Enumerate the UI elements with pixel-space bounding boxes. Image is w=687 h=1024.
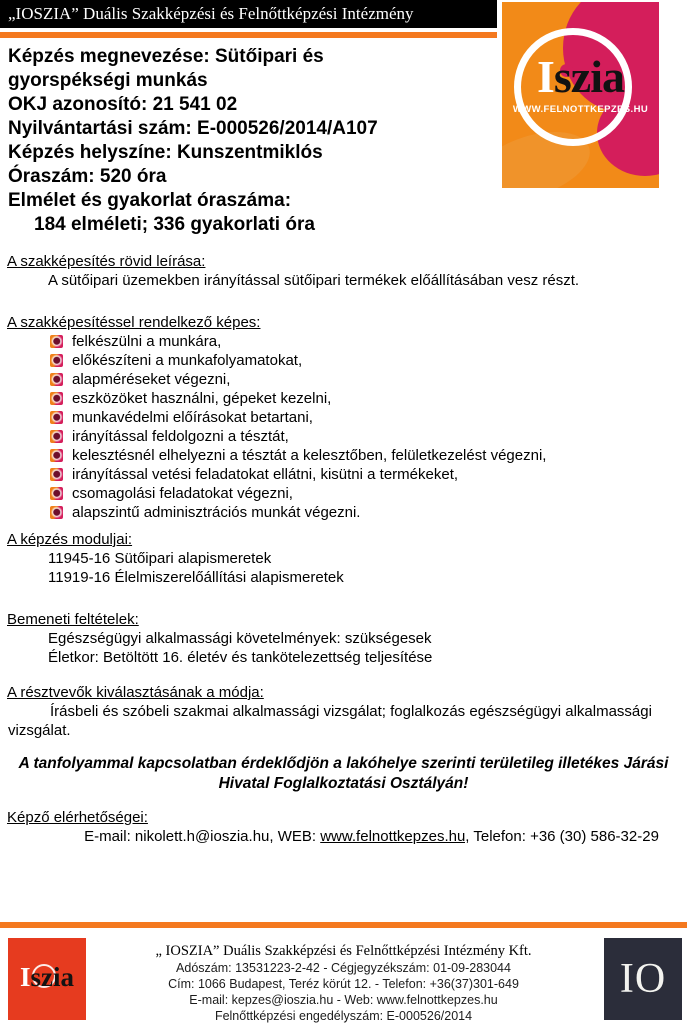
ioszia-bullet-icon [50, 468, 63, 481]
footer-address-line: Cím: 1066 Budapest, Teréz körút 12. - Telefon: +36(37)301-649 [168, 977, 519, 991]
list-item [0, 332, 687, 351]
ioszia-bullet-icon [50, 430, 63, 443]
capability-text: irányítással vetési feladatokat ellátni, kisütni a termékeket, [72, 466, 459, 483]
module-item: 11919-16 Élelmiszerelőállítási alapismeretek [48, 569, 344, 586]
selection-body: Írásbeli és szóbeli szakmai alkalmassági vizsgálat; foglalkozás egészségügyi alkalmassági vizsgálat. [8, 703, 652, 739]
short-desc-body: A sütőipari üzemekben irányítással sütőipari termékek előállításában vesz részt. [48, 272, 580, 289]
theory-practice-hours: 184 elméleti; 336 gyakorlati óra [34, 214, 315, 235]
list-item [0, 503, 687, 522]
course-hours: Óraszám: 520 óra [8, 166, 167, 187]
ioszia-bullet-icon [50, 354, 63, 367]
list-item [0, 370, 687, 389]
entry-item: Életkor: Betöltött 16. életév és tankötelezettség teljesítése [48, 649, 433, 666]
entry-heading: Bemeneti feltételek: [7, 611, 139, 628]
footer-tax-line: Adószám: 13531223-2-42 - Cégjegyzékszám: 01-09-283044 [176, 961, 511, 975]
footer-company-name: „ IOSZIA” Duális Szakképzési és Felnőttképzési Intézmény Kft. [155, 943, 532, 959]
main-content [0, 45, 687, 846]
ioszia-bullet-icon [50, 335, 63, 348]
ioszia-bullet-icon [50, 392, 63, 405]
ioszia-bullet-icon [50, 506, 63, 519]
io-monogram: IO [619, 956, 667, 1002]
capability-text: csomagolási feladatokat végezni, [72, 485, 293, 502]
notice-text: A tanfolyammal kapcsolatban érdeklődjön a lakóhelye szerinti területileg illetékes Járási Hivatal Foglalkoztatási Osztályán! [18, 755, 669, 792]
course-name-line2: gyorspékségi munkás [8, 70, 208, 91]
logo-letters-szia: szia [553, 51, 624, 102]
ioszia-bullet-icon [50, 411, 63, 424]
logo-url: WWW.FELNOTTKEPZES.HU [512, 104, 649, 115]
footer-io-logo [604, 938, 682, 1020]
modules-heading: A képzés moduljai: [7, 531, 133, 548]
footer-logo-letter-i: I [19, 962, 31, 992]
list-item [0, 389, 687, 408]
capabilities-list [0, 332, 687, 522]
footer [0, 936, 687, 1024]
entry-item: Egészségügyi alkalmassági követelmények: szükségesek [48, 630, 432, 647]
list-item [0, 351, 687, 370]
list-item [0, 446, 687, 465]
footer-contact-block [120, 942, 567, 1024]
capability-text: munkavédelmi előírásokat betartani, [72, 409, 313, 426]
website-link[interactable]: www.felnottkepzes.hu, [320, 828, 470, 845]
short-desc-heading: A szakképesítés rövid leírása: [7, 253, 206, 270]
ioszia-bullet-icon [50, 487, 63, 500]
list-item [0, 408, 687, 427]
footer-divider [0, 922, 687, 928]
capability-text: felkészülni a munkára, [72, 333, 222, 350]
footer-permit-line: Felnőttképzési engedélyszám: E-000526/2014 [214, 1009, 473, 1023]
list-item [0, 427, 687, 446]
course-info [0, 45, 687, 237]
theory-practice-label: Elmélet és gyakorlat óraszáma: [8, 190, 292, 211]
course-location: Képzés helyszíne: Kunszentmiklós [8, 142, 323, 163]
ioszia-bullet-icon [50, 373, 63, 386]
ioszia-bullet-icon [50, 449, 63, 462]
capability-text: eszközöket használni, gépeket kezelni, [72, 390, 332, 407]
contact-line [0, 827, 687, 846]
module-item: 11945-16 Sütőipari alapismeretek [48, 550, 272, 567]
list-item [0, 484, 687, 503]
okj-id: OKJ azonosító: 21 541 02 [8, 94, 238, 115]
capability-text: alapszintű adminisztrációs munkát végezni. [72, 504, 361, 521]
footer-logo-wordmark [8, 962, 86, 992]
registration-number: Nyilvántartási szám: E-000526/2014/A107 [8, 118, 378, 139]
capabilities-heading: A szakképesítéssel rendelkező képes: [7, 314, 261, 331]
contact-suffix: Telefon: +36 (30) 586-32-29 [469, 828, 659, 845]
footer-logo-letters-szia: szia [30, 962, 74, 992]
selection-heading: A résztvevők kiválasztásának a módja: [7, 684, 264, 701]
list-item [0, 465, 687, 484]
contact-heading: Képző elérhetőségei: [7, 809, 148, 826]
capability-text: alapméréseket végezni, [72, 371, 231, 388]
header-bar [0, 0, 497, 28]
logo-letter-i: I [536, 51, 554, 102]
institute-title: „IOSZIA” Duális Szakképzési és Felnőttképzési Intézmény [8, 4, 414, 23]
footer-ioszia-logo [8, 938, 86, 1020]
capability-text: előkészíteni a munkafolyamatokat, [72, 352, 303, 369]
capability-text: irányítással feldolgozni a tésztát, [72, 428, 289, 445]
capability-text: kelesztésnél elhelyezni a tésztát a kelesztőben, felületkezelést végezni, [72, 447, 547, 464]
course-name-line1: Képzés megnevezése: Sütőipari és [8, 46, 324, 67]
contact-prefix: E-mail: nikolett.h@ioszia.hu, WEB: [84, 828, 321, 845]
footer-email-web-line: E-mail: kepzes@ioszia.hu - Web: www.felnottkepzes.hu [189, 993, 498, 1007]
header-divider [0, 32, 497, 38]
